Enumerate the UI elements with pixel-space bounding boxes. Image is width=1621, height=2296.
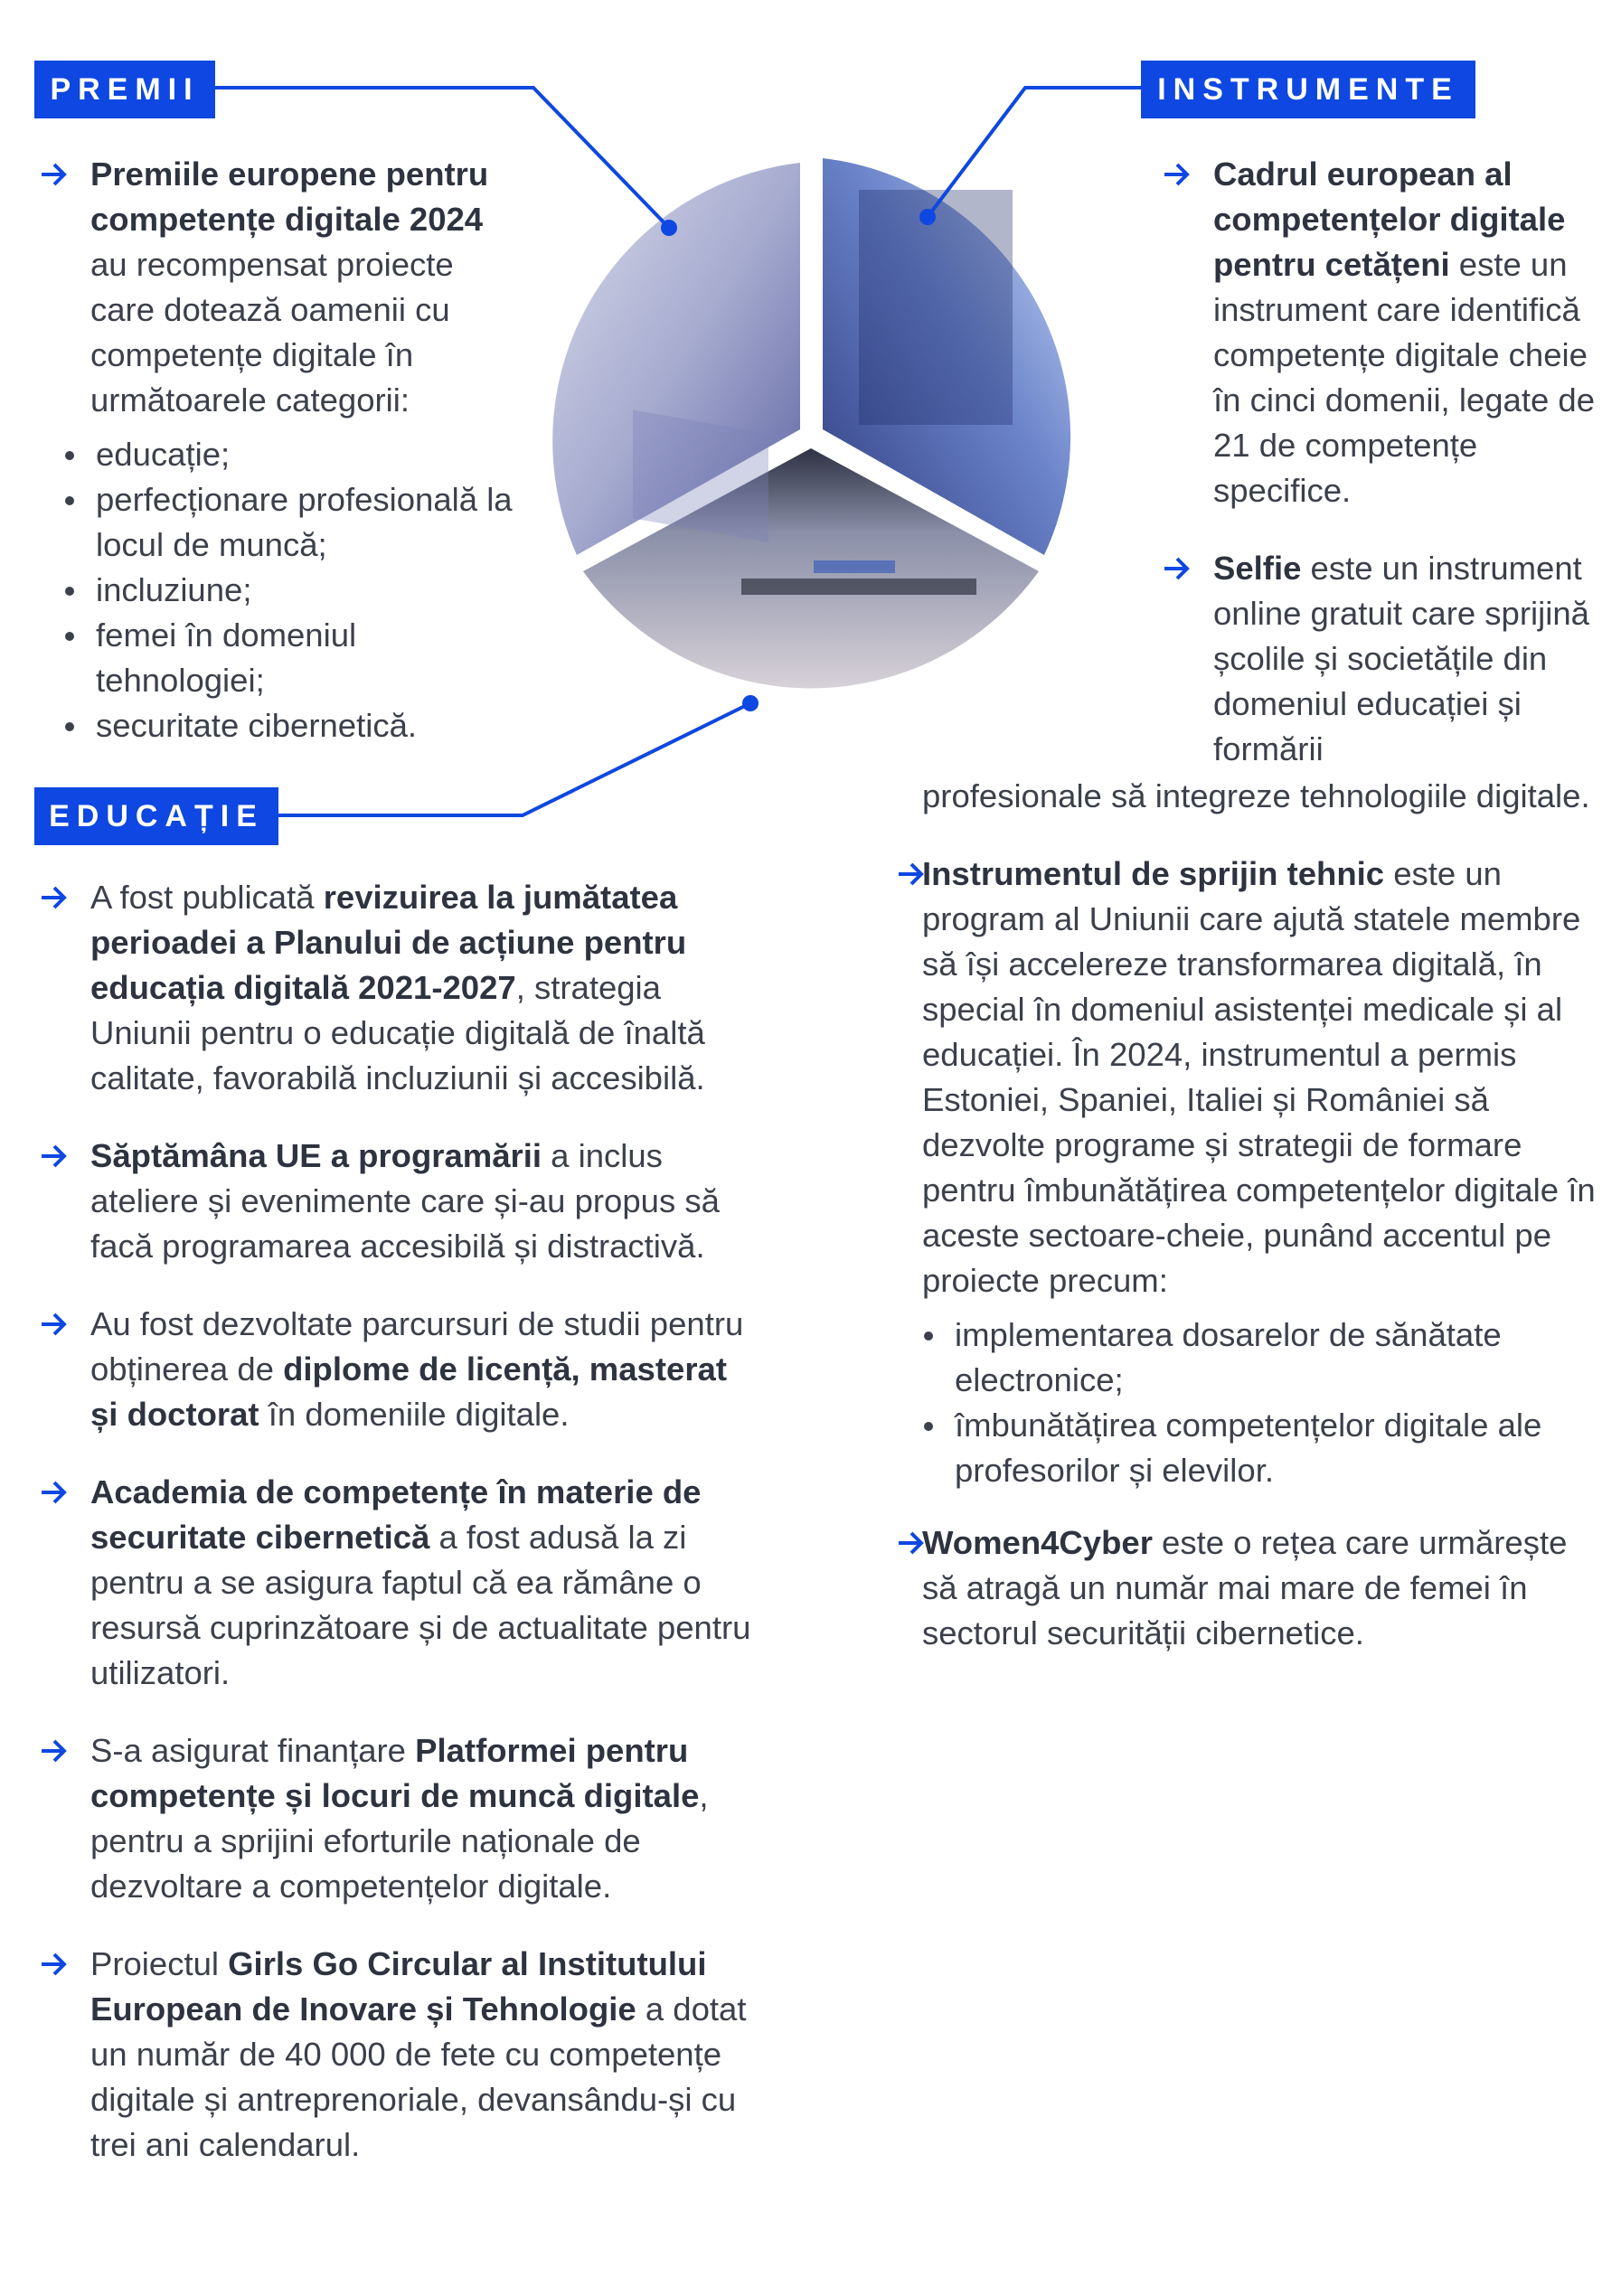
list-item: femei în domeniul tehnologiei; (63, 613, 524, 703)
premii-section (36, 152, 524, 748)
arrow-right-icon (1159, 152, 1195, 197)
list-item: educație; (63, 432, 524, 477)
arrow-right-icon (36, 875, 72, 920)
instrumente-section-bottom (922, 774, 1602, 1656)
instrumente-item-4: Women4Cyber este o rețea care urmărește să atragă un număr mai mare de femei în sectorul securității cibernetice. (922, 1520, 1602, 1656)
arrow-right-icon (36, 152, 72, 197)
arrow-right-icon (36, 1134, 72, 1179)
list-item: îmbunătățirea competențelor digitale ale profesorilor și elevilor. (922, 1403, 1602, 1493)
educatie-header: EDUCAȚIE (34, 787, 278, 845)
premii-item-title: Premiile europene pentru competențe digitale 2024 (90, 155, 489, 238)
connector-educatie-dot (742, 695, 759, 711)
instrumente-item-2: Selfie este un instrument online gratuit care sprijină școlile și societățile din domeniul educației și formării (1159, 546, 1602, 772)
educatie-item-1: A fost publicată revizuirea la jumătatea perioadei a Planului de acțiune pentru educația digitală 2021-2027, strategia Uniunii pentru o educație digitală de înaltă calitate, favorabilă incluziunii și accesibilă. (36, 875, 759, 1101)
educatie-item-2: Săptămâna UE a programării a inclus ateliere și evenimente care și-au propus să facă programarea accesibilă și distractivă. (36, 1134, 759, 1269)
arrow-right-icon (36, 1302, 72, 1347)
arrow-right-icon (1159, 546, 1195, 591)
educatie-item-5: S-a asigurat finanțare Platformei pentru competențe și locuri de muncă digitale, pentru a sprijini eforturile naționale de dezvoltare a competențelor digitale. (36, 1728, 759, 1909)
educatie-item-3: Au fost dezvoltate parcursuri de studii pentru obținerea de diplome de licență, masterat și doctorat în domeniile digitale. (36, 1302, 759, 1437)
premii-header: PREMII (34, 61, 215, 118)
list-item: securitate cibernetică. (63, 703, 524, 748)
arrow-right-icon (893, 1520, 929, 1566)
connector-premii-dot (661, 220, 677, 236)
premii-item (36, 152, 524, 748)
list-item: implementarea dosarelor de sănătate electronice; (922, 1313, 1602, 1403)
arrow-right-icon (893, 852, 929, 897)
educatie-section (36, 875, 759, 2168)
instrumente-bullets (922, 1313, 1602, 1493)
connector-instrumente-dot (919, 209, 936, 225)
premii-category-list (63, 432, 524, 748)
instrumente-header: INSTRUMENTE (1141, 61, 1475, 118)
instrumente-item-1: Cadrul european al competențelor digitale pentru cetățeni este un instrument care identifică competențe digitale cheie în cinci domenii, legate de 21 de competențe specifice. (1159, 152, 1602, 513)
list-item: incluziune; (63, 568, 524, 613)
arrow-right-icon (36, 1942, 72, 1987)
educatie-item-6: Proiectul Girls Go Circular al Institutului European de Inovare și Tehnologie a dotat un număr de 40 000 de fete cu competențe digitale și antreprenoriale, devansându-și cu trei ani calendarul. (36, 1942, 759, 2168)
list-item: perfecționare profesională la locul de muncă; (63, 477, 524, 568)
premii-item-text: au recompensat proiecte care dotează oamenii cu competențe digitale în următoarele categorii: (90, 246, 454, 419)
arrow-right-icon (36, 1470, 72, 1515)
instrumente-item-3: Instrumentul de sprijin tehnic este un program al Uniunii care ajută statele membre să își accelereze transformarea digitală, în special în domeniul asistenței medicale și al educației. În 2024, instrumentul a permis Estoniei, Spaniei, Italiei și României să dezvolte programe și strategii de formare pentru îmbunătățirea competențelor digitale în aceste sectoare-cheie, punând accentul pe proiecte precum: implementarea dosarelor de sănătate electronice; îmbunătățirea competențelor digitale ale profesorilor și elevilor. (922, 852, 1602, 1493)
instrumente-section-top (1159, 152, 1602, 772)
arrow-right-icon (36, 1728, 72, 1774)
educatie-item-4: Academia de competențe în materie de securitate cibernetică a fost adusă la zi pentru a se asigura faptul că ea rămâne o resursă cuprinzătoare și de actualitate pentru utilizatori. (36, 1470, 759, 1696)
instrumente-item-2-continued: profesionale să integreze tehnologiile digitale. (922, 777, 1590, 814)
